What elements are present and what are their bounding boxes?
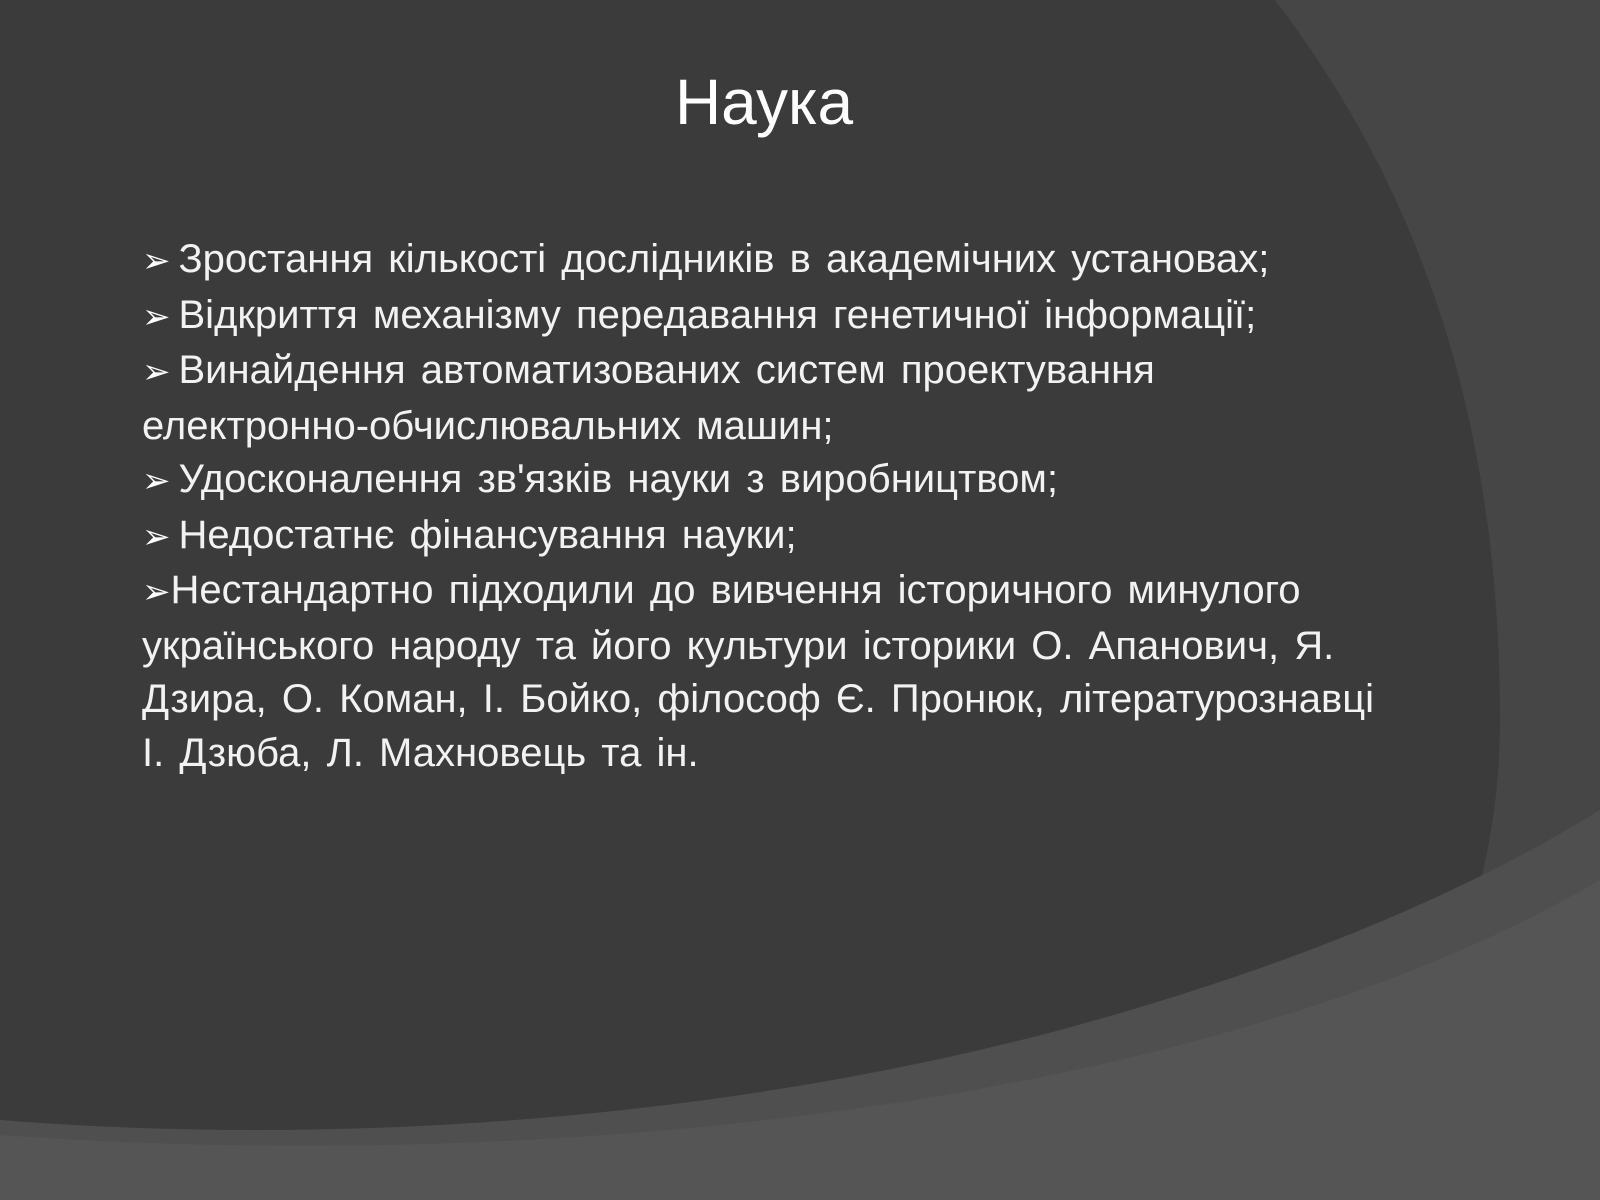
list-item-text: Зростання кількості дослідників в академічних установах; xyxy=(178,237,1270,281)
list-item-text: Нестандартно підходили до вивчення історичного минулого українського народу та його культури історики О. Апанович, Я. Дзира, О. Коман, І. Бойко, філософ Є. Пронюк, літературознавці І. Дзюба, Л. Махновець та ін. xyxy=(142,568,1374,775)
arrow-bullet-icon: ➢ xyxy=(142,573,171,611)
list-item-text: Відкриття механізму передавання генетичної інформації; xyxy=(178,292,1257,337)
arrow-bullet-icon: ➢ xyxy=(142,462,171,500)
list-item-text: Винайдення автоматизованих систем проектування електронно-обчислювальних машин; xyxy=(142,348,1155,448)
list-item xyxy=(142,564,1382,780)
arrow-bullet-icon: ➢ xyxy=(142,353,171,391)
list-item-text: Удосконалення зв'язків науки з виробництвом; xyxy=(178,457,1059,501)
list-item xyxy=(142,289,1382,345)
list-item xyxy=(142,233,1382,289)
list-item xyxy=(142,453,1382,509)
arrow-bullet-icon: ➢ xyxy=(142,242,171,280)
slide-title: Наука xyxy=(674,66,854,138)
arrow-bullet-icon: ➢ xyxy=(142,517,171,556)
list-item xyxy=(142,344,1382,453)
arrow-bullet-icon: ➢ xyxy=(142,297,171,336)
list-item-text: Недостатнє фінансування науки; xyxy=(178,512,797,557)
list-item xyxy=(142,509,1382,565)
bullet-list xyxy=(142,233,1382,780)
